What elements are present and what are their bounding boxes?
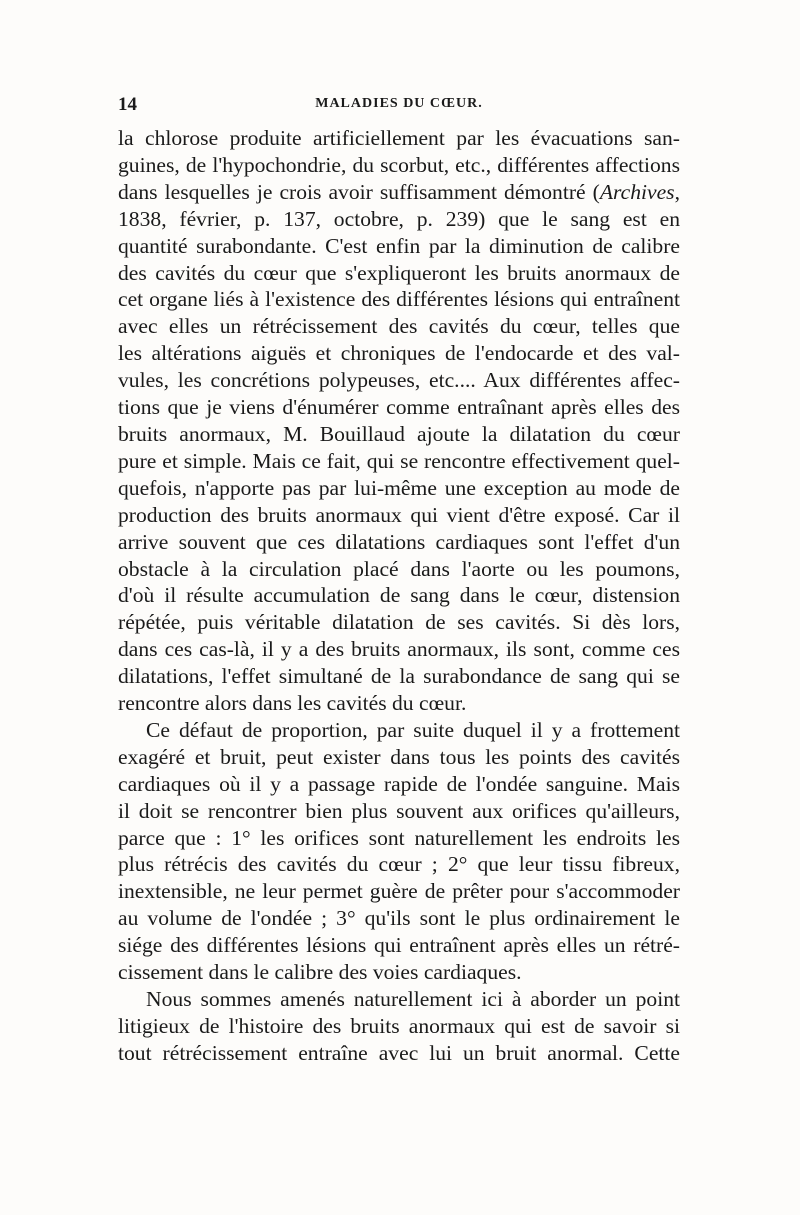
- text-line: il doit se rencontrer bien plus souvent aux orifices qu'ailleurs,: [118, 798, 680, 823]
- text-line: dans lesquelles je crois avoir suffisamment démontré (Archives,: [118, 179, 680, 204]
- text-line: Nous sommes amenés naturellement ici à aborder un point: [146, 987, 680, 1011]
- text-line: arrive souvent que ces dilatations cardiaques sont l'effet d'un: [118, 529, 680, 554]
- text-line: production des bruits anormaux qui vient d'être exposé. Car il: [118, 502, 680, 527]
- text-line: siége des différentes lésions qui entraînent après elles un rétré-: [118, 933, 680, 958]
- text-line: avec elles un rétrécissement des cavités du cœur, telles que: [118, 314, 680, 339]
- page-number: 14: [118, 94, 137, 115]
- text-line: bruits anormaux, M. Bouillaud ajoute la dilatation du cœur: [118, 421, 680, 446]
- text-line: Ce défaut de proportion, par suite duquel il y a frottement: [146, 717, 680, 742]
- text-line: rencontre alors dans les cavités du cœur.: [118, 691, 467, 716]
- text-line: vules, les concrétions polypeuses, etc.... Aux différentes affec-: [118, 368, 680, 393]
- text-line: dilatations, l'effet simultané de la surabondance de sang qui se: [118, 664, 680, 689]
- text-line: quefois, n'apporte pas par lui-même une exception au mode de: [118, 475, 680, 500]
- text-line: cet organe liés à l'existence des différentes lésions qui entraînent: [118, 287, 680, 312]
- text-line: quantité surabondante. C'est enfin par la diminution de calibre: [118, 233, 680, 258]
- text-line: tout rétrécissement entraîne avec lui un bruit anormal. Cette: [118, 1040, 680, 1065]
- text-line: cissement dans le calibre des voies cardiaques.: [118, 960, 522, 985]
- text-line: inextensible, ne leur permet guère de prêter pour s'accommoder: [118, 879, 680, 904]
- text-line: dans ces cas-là, il y a des bruits anormaux, ils sont, comme ces: [118, 637, 680, 662]
- body-text: [118, 125, 680, 1067]
- text-line: parce que : 1° les orifices sont naturellement les endroits les: [118, 825, 680, 850]
- text-line: la chlorose produite artificiellement par les évacuations san-: [118, 126, 680, 150]
- text-line: 1838, février, p. 137, octobre, p. 239) que le sang est en: [118, 206, 680, 231]
- text-line: plus rétrécis des cavités du cœur ; 2° que leur tissu fibreux,: [118, 852, 680, 877]
- text-line: obstacle à la circulation placé dans l'aorte ou les poumons,: [118, 556, 680, 581]
- running-head: MALADIES DU CŒUR.: [315, 96, 483, 111]
- text-line: répétée, puis véritable dilatation de ses cavités. Si dès lors,: [118, 610, 680, 635]
- text-line: cardiaques où il y a passage rapide de l'ondée sanguine. Mais: [118, 771, 680, 796]
- text-line: pure et simple. Mais ce fait, qui se rencontre effectivement quel-: [118, 448, 680, 473]
- page-header: [118, 94, 680, 120]
- text-line: des cavités du cœur que s'expliqueront les bruits anormaux de: [118, 260, 680, 285]
- text-line: tions que je viens d'énumérer comme entraînant après elles des: [118, 395, 680, 420]
- text-line: guines, de l'hypochondrie, du scorbut, etc., différentes affections: [118, 152, 680, 177]
- text-line: les altérations aiguës et chroniques de l'endocarde et des val-: [118, 341, 680, 366]
- text-line: litigieux de l'histoire des bruits anormaux qui est de savoir si: [118, 1013, 680, 1038]
- text-line: exagéré et bruit, peut exister dans tous les points des cavités: [118, 744, 680, 769]
- text-line: au volume de l'ondée ; 3° qu'ils sont le plus ordinairement le: [118, 906, 680, 931]
- text-line: d'où il résulte accumulation de sang dans le cœur, distension: [118, 583, 680, 608]
